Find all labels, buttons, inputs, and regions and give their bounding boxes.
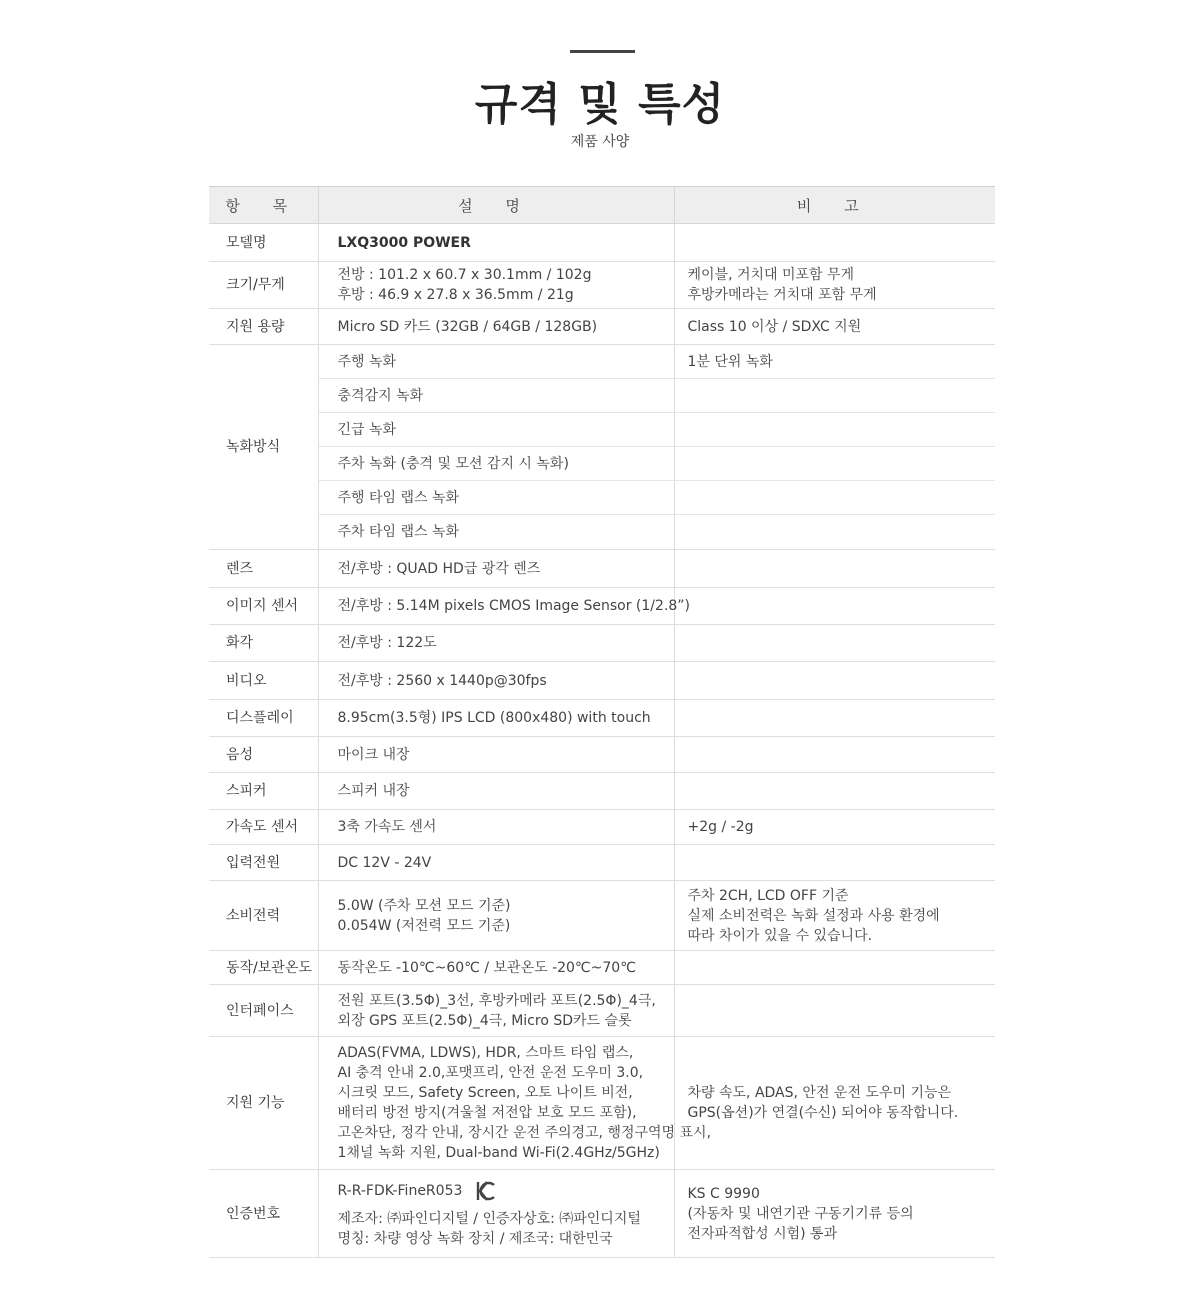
row-description: 8.95cm(3.5형) IPS LCD (800x480) with touch bbox=[318, 700, 674, 737]
table-row bbox=[209, 481, 995, 515]
title-accent-line bbox=[570, 50, 635, 53]
row-label: 화각 bbox=[209, 625, 318, 662]
table-row bbox=[209, 224, 995, 262]
column-header-description: 설 명 bbox=[318, 187, 674, 224]
row-label: 지원 용량 bbox=[209, 309, 318, 345]
note-line: 주차 2CH, LCD OFF 기준 bbox=[687, 887, 849, 904]
row-description: 전/후방 : 122도 bbox=[318, 625, 674, 662]
recording-note bbox=[674, 379, 995, 413]
row-note: Class 10 이상 / SDXC 지원 bbox=[674, 309, 995, 345]
recording-note bbox=[674, 413, 995, 447]
table-row bbox=[209, 515, 995, 550]
table-row bbox=[209, 662, 995, 700]
table-row bbox=[209, 262, 995, 309]
row-note bbox=[674, 262, 995, 309]
recording-note: 1분 단위 녹화 bbox=[674, 345, 995, 379]
recording-note bbox=[674, 515, 995, 550]
table-row bbox=[209, 810, 995, 845]
description-line: AI 충격 안내 2.0,포맷프리, 안전 운전 도우미 3.0, bbox=[337, 1065, 644, 1081]
recording-note bbox=[674, 447, 995, 481]
recording-mode: 주차 타임 랩스 녹화 bbox=[318, 515, 674, 550]
table-row bbox=[209, 985, 995, 1037]
row-label: 음성 bbox=[209, 737, 318, 773]
note-line: GPS(옵션)가 연결(수신) 되어야 동작합니다. bbox=[687, 1105, 959, 1121]
description-line: 외장 GPS 포트(2.5Φ)_4극, Micro SD카드 슬롯 bbox=[337, 1012, 632, 1029]
table-header-row bbox=[209, 187, 995, 224]
description-line: ADAS(FVMA, LDWS), HDR, 스마트 타임 랩스, bbox=[337, 1045, 634, 1061]
row-note bbox=[674, 588, 995, 625]
row-label: 인증번호 bbox=[209, 1170, 318, 1258]
table-row bbox=[209, 413, 995, 447]
row-note bbox=[674, 1170, 995, 1258]
row-label: 크기/무게 bbox=[209, 262, 318, 309]
description-line: 시크릿 모드, Safety Screen, 오토 나이트 비전, bbox=[337, 1085, 633, 1101]
row-label: 비디오 bbox=[209, 662, 318, 700]
recording-mode: 충격감지 녹화 bbox=[318, 379, 674, 413]
row-label: 이미지 센서 bbox=[209, 588, 318, 625]
recording-note bbox=[674, 481, 995, 515]
table-row bbox=[209, 737, 995, 773]
note-line: (자동차 및 내연기관 구동기기류 등의 bbox=[687, 1205, 914, 1222]
row-note: +2g / -2g bbox=[674, 810, 995, 845]
description-line: 후방 : 46.9 x 27.8 x 36.5mm / 21g bbox=[337, 287, 574, 303]
recording-mode: 긴급 녹화 bbox=[318, 413, 674, 447]
row-note bbox=[674, 625, 995, 662]
page-title: 규격 및 특성 bbox=[474, 79, 726, 130]
note-line: 차량 속도, ADAS, 안전 운전 도우미 기능은 bbox=[687, 1085, 952, 1101]
row-label: 디스플레이 bbox=[209, 700, 318, 737]
table-row bbox=[209, 550, 995, 588]
row-description bbox=[318, 1037, 712, 1170]
row-note bbox=[674, 550, 995, 588]
recording-mode: 주차 녹화 (충격 및 모션 감지 시 녹화) bbox=[318, 447, 674, 481]
kc-certification-mark-icon bbox=[474, 1179, 496, 1203]
row-note bbox=[674, 773, 995, 810]
row-description: LXQ3000 POWER bbox=[318, 224, 674, 262]
table-row bbox=[209, 1170, 995, 1258]
table-row bbox=[209, 700, 995, 737]
row-label: 입력전원 bbox=[209, 845, 318, 881]
row-description: 마이크 내장 bbox=[318, 737, 674, 773]
row-note bbox=[674, 845, 995, 881]
row-label: 가속도 센서 bbox=[209, 810, 318, 845]
row-description: 동작온도 -10℃~60℃ / 보관온도 -20℃~70℃ bbox=[318, 951, 674, 985]
row-label: 인터페이스 bbox=[209, 985, 318, 1037]
description-line: 5.0W (주차 모션 모드 기준) bbox=[337, 897, 511, 914]
table-row bbox=[209, 773, 995, 810]
description-line: 전원 포트(3.5Φ)_3선, 후방카메라 포트(2.5Φ)_4극, bbox=[337, 992, 656, 1009]
note-line: 케이블, 거치대 미포함 무게 bbox=[687, 267, 855, 283]
table-row bbox=[209, 379, 995, 413]
row-description: 스피커 내장 bbox=[318, 773, 674, 810]
row-note bbox=[674, 881, 995, 951]
row-description: Micro SD 카드 (32GB / 64GB / 128GB) bbox=[318, 309, 674, 345]
row-description bbox=[318, 881, 674, 951]
row-note bbox=[674, 662, 995, 700]
description-line: 명칭: 차량 영상 녹화 장치 / 제조국: 대한민국 bbox=[337, 1230, 613, 1247]
table-row bbox=[209, 881, 995, 951]
row-note bbox=[674, 951, 995, 985]
row-note bbox=[674, 1037, 995, 1170]
row-note bbox=[674, 700, 995, 737]
row-description: 전/후방 : QUAD HD급 광각 렌즈 bbox=[318, 550, 674, 588]
recording-mode: 주행 타임 랩스 녹화 bbox=[318, 481, 674, 515]
column-header-item: 항 목 bbox=[209, 187, 318, 224]
row-description: DC 12V - 24V bbox=[318, 845, 674, 881]
row-label: 렌즈 bbox=[209, 550, 318, 588]
description-line: 고온차단, 정각 안내, 장시간 운전 주의경고, 행정구역명 표시, bbox=[337, 1125, 712, 1141]
row-description: 전/후방 : 5.14M pixels CMOS Image Sensor (1/2.8”) bbox=[318, 588, 674, 625]
page-subtitle: 제품 사양 bbox=[570, 134, 630, 150]
row-description bbox=[318, 262, 674, 309]
description-line: 제조자: ㈜파인디지털 / 인증자상호: ㈜파인디지털 bbox=[337, 1210, 641, 1227]
table-row bbox=[209, 951, 995, 985]
note-line: 실제 소비전력은 녹화 설정과 사용 환경에 bbox=[687, 907, 940, 924]
row-label: 소비전력 bbox=[209, 881, 318, 951]
row-description bbox=[318, 1170, 674, 1258]
table-row bbox=[209, 1037, 995, 1170]
recording-mode: 주행 녹화 bbox=[318, 345, 674, 379]
row-label: 동작/보관온도 bbox=[209, 951, 318, 985]
row-label: 스피커 bbox=[209, 773, 318, 810]
row-description bbox=[318, 985, 674, 1037]
note-line: 따라 차이가 있을 수 있습니다. bbox=[687, 927, 873, 944]
row-note bbox=[674, 737, 995, 773]
description-line: 전방 : 101.2 x 60.7 x 30.1mm / 102g bbox=[337, 267, 592, 283]
table-row bbox=[209, 845, 995, 881]
note-line: KS C 9990 bbox=[687, 1185, 760, 1202]
table-row bbox=[209, 625, 995, 662]
row-label: 지원 기능 bbox=[209, 1037, 318, 1170]
cert-number-line bbox=[338, 1179, 662, 1203]
row-label: 모델명 bbox=[209, 224, 318, 262]
description-line: 0.054W (저전력 모드 기준) bbox=[337, 917, 511, 934]
row-note bbox=[674, 224, 995, 262]
spec-table bbox=[209, 186, 995, 1258]
note-line: 전자파적합성 시험) 통과 bbox=[687, 1225, 838, 1242]
column-header-note: 비 고 bbox=[674, 187, 995, 224]
row-note bbox=[674, 985, 995, 1037]
table-row bbox=[209, 345, 995, 379]
table-row bbox=[209, 447, 995, 481]
table-row bbox=[209, 309, 995, 345]
description-line: 배터리 방전 방지(겨울철 저전압 보호 모드 포함), bbox=[337, 1105, 637, 1121]
note-line: 후방카메라는 거치대 포함 무게 bbox=[687, 287, 877, 303]
table-row bbox=[209, 588, 995, 625]
row-description: 전/후방 : 2560 x 1440p@30fps bbox=[318, 662, 674, 700]
cert-number: R-R-FDK-FineR053 bbox=[337, 1182, 463, 1199]
description-line: 1채널 녹화 지원, Dual-band Wi-Fi(2.4GHz/5GHz) bbox=[337, 1145, 660, 1161]
row-description: 3축 가속도 센서 bbox=[318, 810, 674, 845]
row-label: 녹화방식 bbox=[209, 345, 318, 550]
